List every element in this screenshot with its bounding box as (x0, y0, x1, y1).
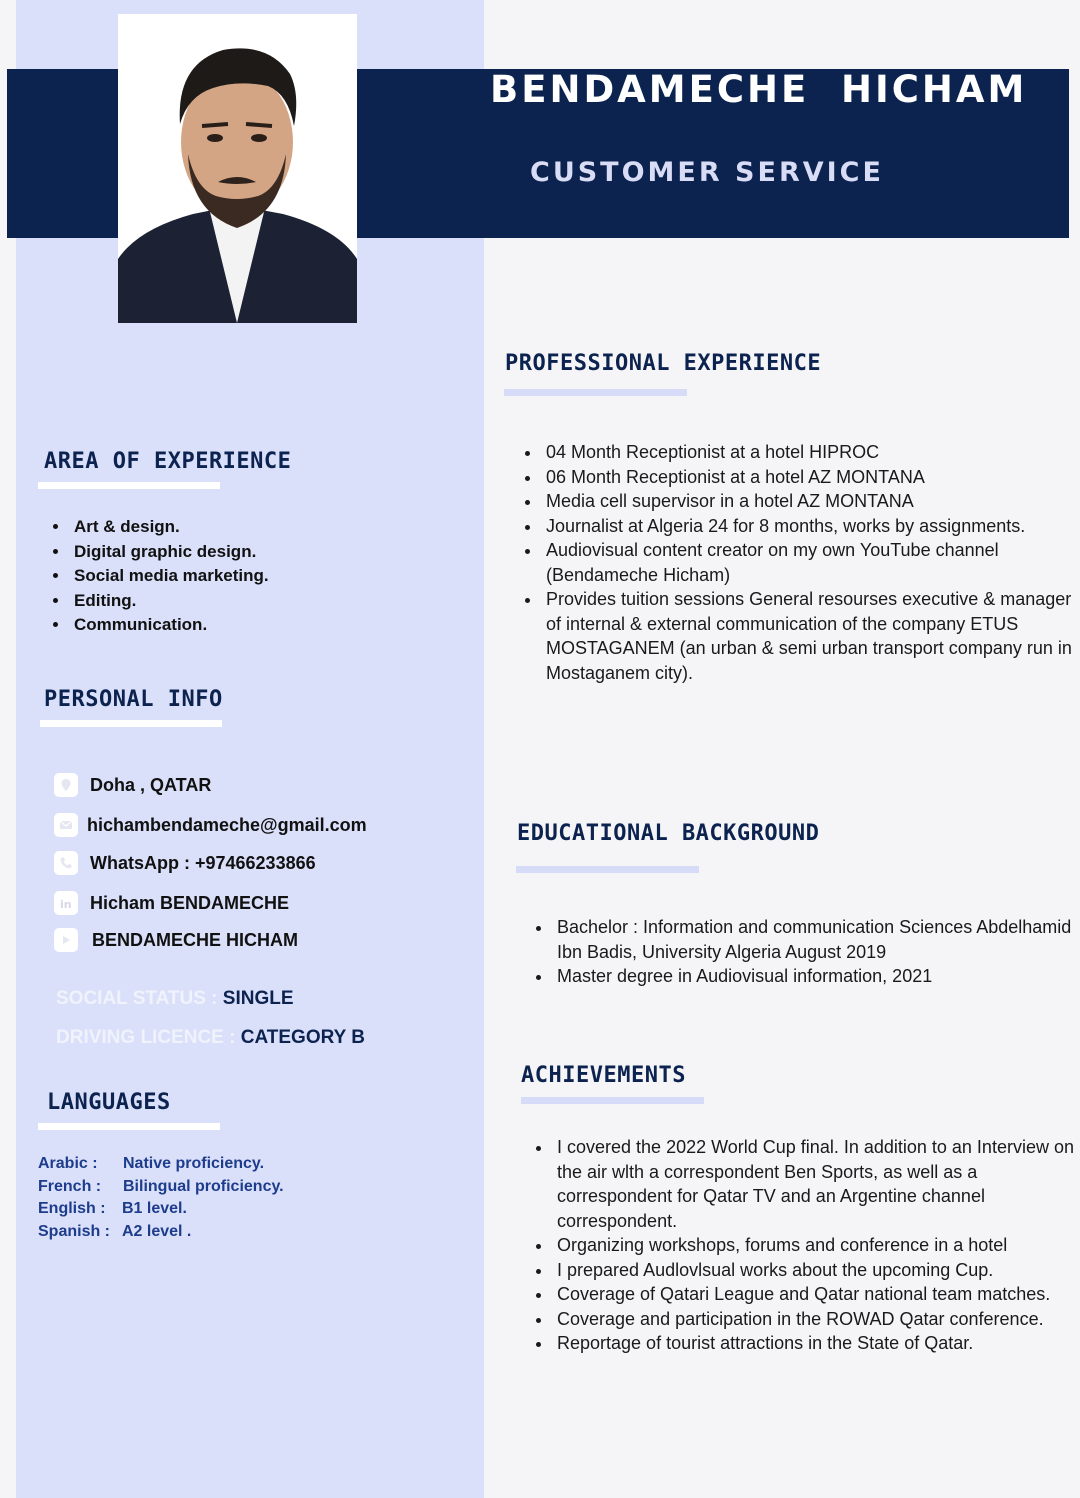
phone-icon (54, 851, 78, 875)
list-item: • Media cell supervisor in a hotel AZ MONTANA (542, 489, 1080, 514)
list-item: • Organizing workshops, forums and conference in a hotel (553, 1233, 1078, 1258)
contact-location (54, 772, 211, 798)
language-name: French : (38, 1177, 102, 1195)
language-row (38, 1153, 284, 1176)
list-item: • Journalist at Algeria 24 for 8 months, works by assignments. (542, 514, 1080, 539)
section-underline (40, 720, 222, 727)
youtube-icon (54, 928, 78, 952)
section-underline (38, 482, 220, 489)
language-level: B1 level. (122, 1200, 187, 1217)
list-item: • Reportage of tourist attractions in the State of Qatar. (553, 1331, 1078, 1356)
email-icon (54, 813, 78, 837)
language-row (38, 1198, 284, 1221)
languages-title: LANGUAGES (47, 1090, 171, 1115)
list-item: • Art & design. (70, 515, 269, 540)
section-underline (521, 1097, 704, 1104)
list-item: • Master degree in Audiovisual information, 2021 (553, 964, 1073, 989)
contact-phone[interactable] (54, 850, 316, 876)
list-item: • Communication. (70, 613, 269, 638)
contact-location-text: Doha , QATAR (90, 774, 212, 795)
social-status (56, 988, 294, 1010)
social-status-value: SINGLE (222, 988, 294, 1009)
list-item: • Social media marketing. (70, 564, 269, 589)
achievements-list (531, 1135, 1078, 1356)
list-item: • I covered the 2022 World Cup final. In addition to an Interview on the air wlth a correspondent Ben Sports, as well as a correspondent for Qatar TV and an Argentine channel correspondent. (553, 1135, 1078, 1233)
personal-info-title: PERSONAL INFO (44, 687, 223, 712)
driving-licence (56, 1027, 365, 1049)
language-name: English : (38, 1200, 106, 1217)
contact-youtube-text: BENDAMECHE HICHAM (92, 929, 298, 950)
professional-experience-title: PROFESSIONAL EXPERIENCE (505, 351, 822, 376)
contact-linkedin[interactable] (54, 890, 289, 916)
section-underline (504, 389, 687, 396)
contact-email[interactable] (54, 812, 367, 838)
area-of-experience-list (48, 515, 269, 638)
driving-licence-label: DRIVING LICENCE : (56, 1027, 241, 1048)
linkedin-icon (54, 891, 78, 915)
educational-background-title: EDUCATIONAL BACKGROUND (517, 821, 820, 846)
section-underline (38, 1123, 220, 1130)
list-item: • Coverage of Qatari League and Qatar national team matches. (553, 1282, 1078, 1307)
driving-licence-value: CATEGORY B (240, 1027, 365, 1048)
language-name: Arabic : (38, 1155, 98, 1172)
location-icon (54, 773, 78, 797)
job-title: CUSTOMER SERVICE (530, 157, 884, 188)
language-level: Bilingual proficiency. (123, 1177, 284, 1195)
achievements-title: ACHIEVEMENTS (521, 1063, 686, 1088)
section-underline (516, 866, 699, 873)
languages-list (38, 1153, 284, 1243)
list-item: • Editing. (70, 589, 269, 614)
list-item: • Coverage and participation in the ROWAD Qatar conference. (553, 1307, 1078, 1332)
contact-linkedin-text: Hicham BENDAMECHE (90, 892, 290, 913)
contact-email-text: hichambendameche@gmail.com (87, 814, 367, 835)
list-item: • Provides tuition sessions General resourses executive & manager of internal & external communication of the company ETUS MOSTAGANEM (an urban & semi urban transport company run in Mostaganem city). (542, 587, 1080, 685)
social-status-label: SOCIAL STATUS : (56, 988, 223, 1009)
list-item: • Bachelor : Information and communication Sciences Abdelhamid Ibn Badis, University Algeria August 2019 (553, 915, 1073, 964)
list-item: • Audiovisual content creator on my own YouTube channel (Bendameche Hicham) (542, 538, 1080, 587)
svg-text:in: in (60, 898, 72, 910)
professional-experience-list (520, 440, 1080, 685)
language-row (38, 1221, 284, 1244)
contact-youtube[interactable] (54, 927, 298, 953)
list-item: • 06 Month Receptionist at a hotel AZ MONTANA (542, 465, 1080, 490)
educational-background-list (531, 915, 1073, 989)
contact-phone-text: WhatsApp : +97466233866 (90, 852, 316, 873)
person-name: BENDAMECHE HICHAM (490, 68, 1028, 111)
list-item: • Digital graphic design. (70, 540, 269, 565)
area-of-experience-title: AREA OF EXPERIENCE (44, 449, 292, 474)
profile-photo (118, 14, 357, 323)
language-row (38, 1176, 284, 1199)
language-level: Native proficiency. (123, 1155, 265, 1172)
list-item: • I prepared Audlovlsual works about the upcoming Cup. (553, 1258, 1078, 1283)
language-level: A2 level . (122, 1222, 192, 1240)
language-name: Spanish : (38, 1222, 111, 1240)
list-item: • 04 Month Receptionist at a hotel HIPROC (542, 440, 1080, 465)
